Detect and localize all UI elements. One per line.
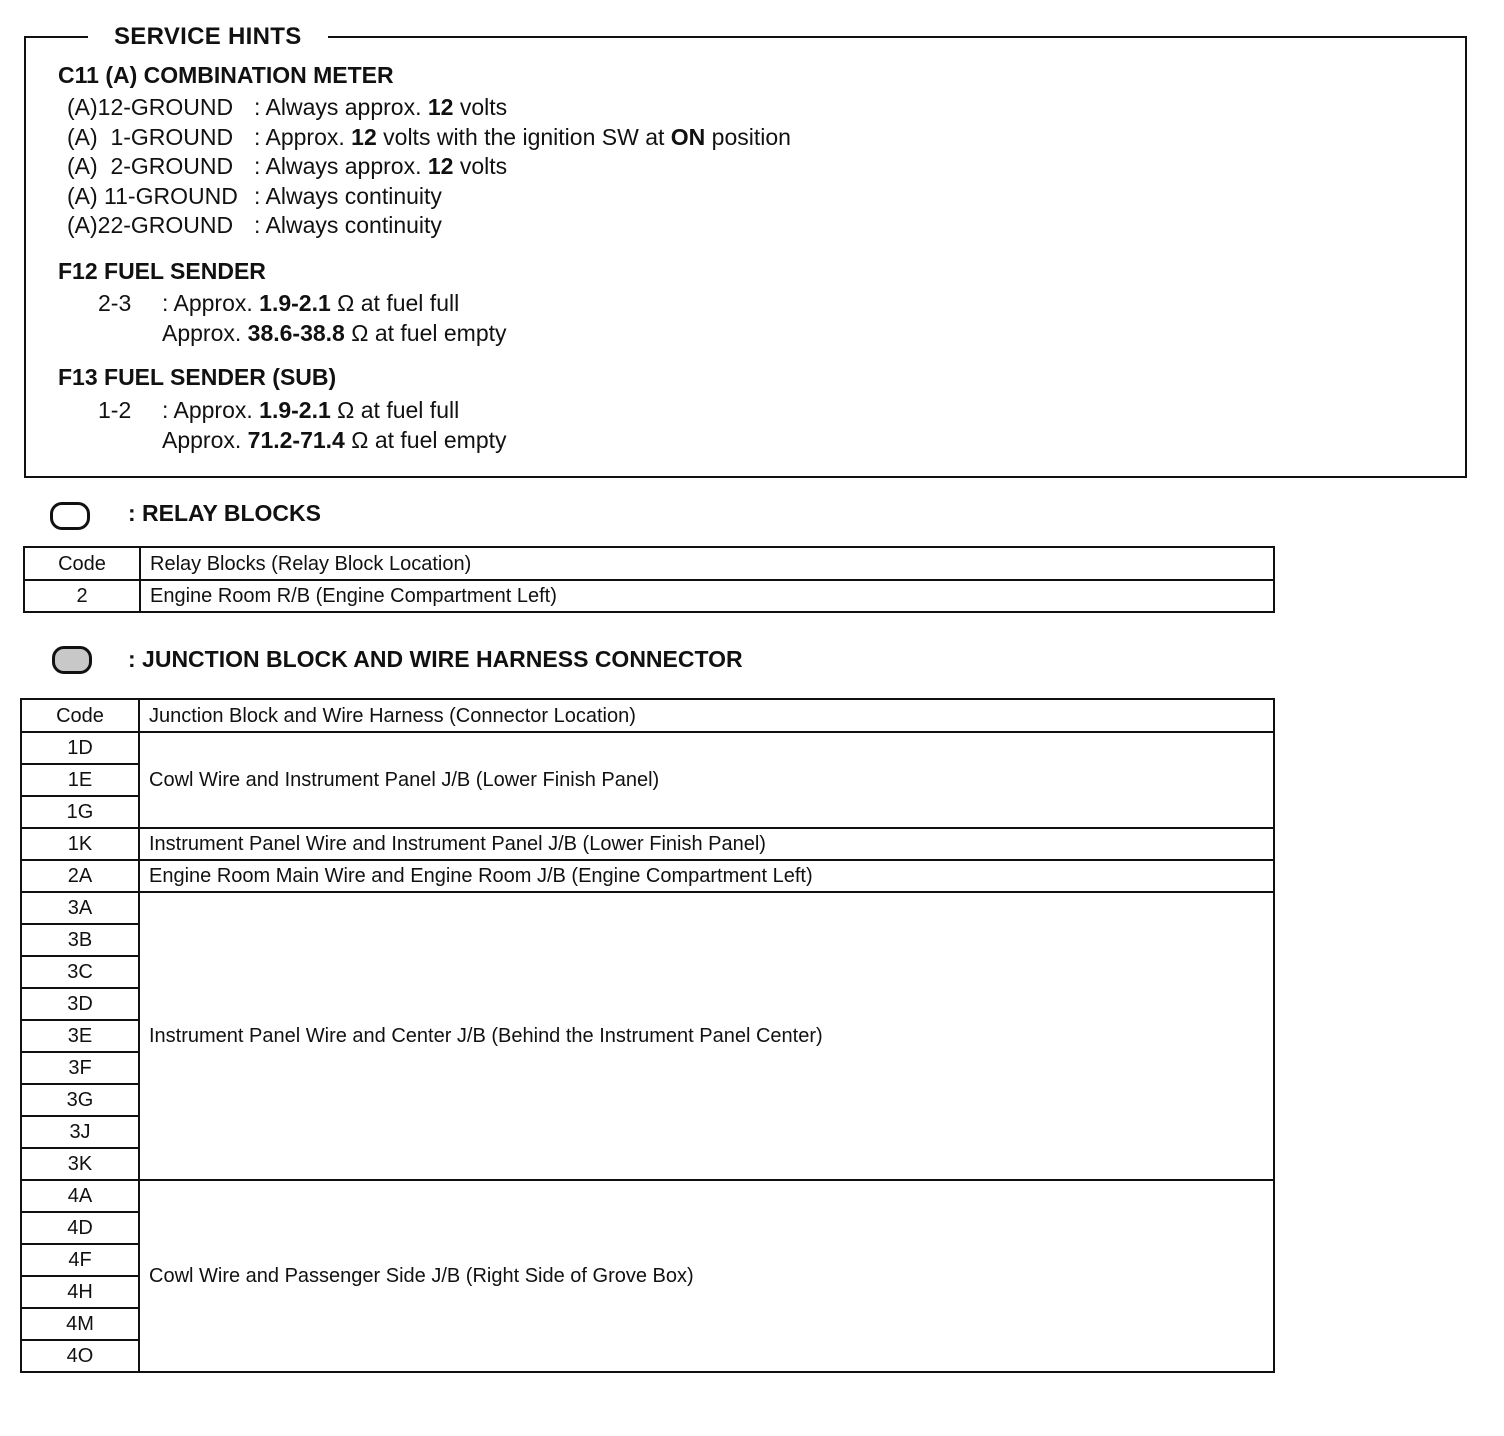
row-code: 1G: [21, 796, 139, 828]
table-row: [21, 1180, 1274, 1212]
c11-pin: (A) 2-GROUND: [67, 153, 234, 180]
table-row: [21, 892, 1274, 924]
row-code: 3D: [21, 988, 139, 1020]
relay-block-symbol-icon: [50, 502, 90, 530]
table-row: [24, 580, 1274, 612]
row-desc: Cowl Wire and Instrument Panel J/B (Lower Finish Panel): [139, 732, 1274, 828]
row-desc: Instrument Panel Wire and Instrument Panel J/B (Lower Finish Panel): [139, 828, 1274, 860]
service-hints-title: SERVICE HINTS: [88, 22, 328, 52]
row-code: 3A: [21, 892, 139, 924]
c11-measurement: : Always approx. 12 volts: [254, 94, 508, 120]
row-desc: Cowl Wire and Passenger Side J/B (Right Side of Grove Box): [139, 1180, 1274, 1372]
row-code: 4O: [21, 1340, 139, 1372]
row-code: 1E: [21, 764, 139, 796]
f12-line-empty: Approx. 38.6-38.8 Ω at fuel empty: [162, 320, 507, 346]
row-code: 3G: [21, 1084, 139, 1116]
row-code: 3E: [21, 1020, 139, 1052]
row-desc: Instrument Panel Wire and Center J/B (Behind the Instrument Panel Center): [139, 892, 1274, 1180]
row-desc: Engine Room Main Wire and Engine Room J/B (Engine Compartment Left): [139, 860, 1274, 892]
row-code: 3K: [21, 1148, 139, 1180]
f12-pins: 2-3: [98, 290, 132, 316]
relay-blocks-table: [23, 546, 1275, 613]
junction-blocks-table: [20, 698, 1275, 1373]
f13-line-empty: Approx. 71.2-71.4 Ω at fuel empty: [162, 427, 507, 453]
c11-pin: (A)22-GROUND: [67, 212, 234, 239]
header-desc: Relay Blocks (Relay Block Location): [140, 547, 1274, 580]
c11-pin: (A)12-GROUND: [67, 94, 234, 120]
table-row: [21, 828, 1274, 860]
table-header-row: [24, 547, 1274, 580]
f12-line-full: : Approx. 1.9-2.1 Ω at fuel full: [162, 290, 460, 316]
c11-measurement: : Always approx. 12 volts: [254, 153, 508, 180]
row-desc: Engine Room R/B (Engine Compartment Left): [140, 580, 1274, 612]
row-code: 4M: [21, 1308, 139, 1340]
c11-measurement: : Always continuity: [254, 182, 442, 209]
c11-pin: (A) 11-GROUND: [67, 182, 238, 209]
row-code: 2A: [21, 860, 139, 892]
row-code: 4D: [21, 1212, 139, 1244]
table-header-row: [21, 699, 1274, 732]
table-row: [21, 860, 1274, 892]
c11-pin: (A) 1-GROUND: [67, 123, 234, 150]
header-code: Code: [21, 699, 139, 732]
row-code: 1K: [21, 828, 139, 860]
c11-measurement: : Always continuity: [254, 212, 442, 239]
junction-block-symbol-icon: [52, 646, 92, 674]
f13-heading: F13 FUEL SENDER (SUB): [58, 364, 337, 390]
row-code: 3F: [21, 1052, 139, 1084]
row-code: 3C: [21, 956, 139, 988]
row-code: 4A: [21, 1180, 139, 1212]
row-code: 3B: [21, 924, 139, 956]
header-code: Code: [24, 547, 140, 580]
junction-blocks-label: : JUNCTION BLOCK AND WIRE HARNESS CONNECTOR: [128, 646, 743, 672]
relay-blocks-label: : RELAY BLOCKS: [128, 500, 321, 526]
f13-pins: 1-2: [98, 397, 132, 423]
c11-heading: C11 (A) COMBINATION METER: [58, 62, 394, 88]
row-code: 3J: [21, 1116, 139, 1148]
c11-measurement: : Approx. 12 volts with the ignition SW at ON position: [254, 123, 791, 150]
header-desc: Junction Block and Wire Harness (Connector Location): [139, 699, 1274, 732]
row-code: 4F: [21, 1244, 139, 1276]
row-code: 2: [24, 580, 140, 612]
f13-line-full: : Approx. 1.9-2.1 Ω at fuel full: [162, 397, 460, 423]
row-code: 1D: [21, 732, 139, 764]
row-code: 4H: [21, 1276, 139, 1308]
f12-heading: F12 FUEL SENDER: [58, 258, 266, 284]
table-row: [21, 732, 1274, 764]
